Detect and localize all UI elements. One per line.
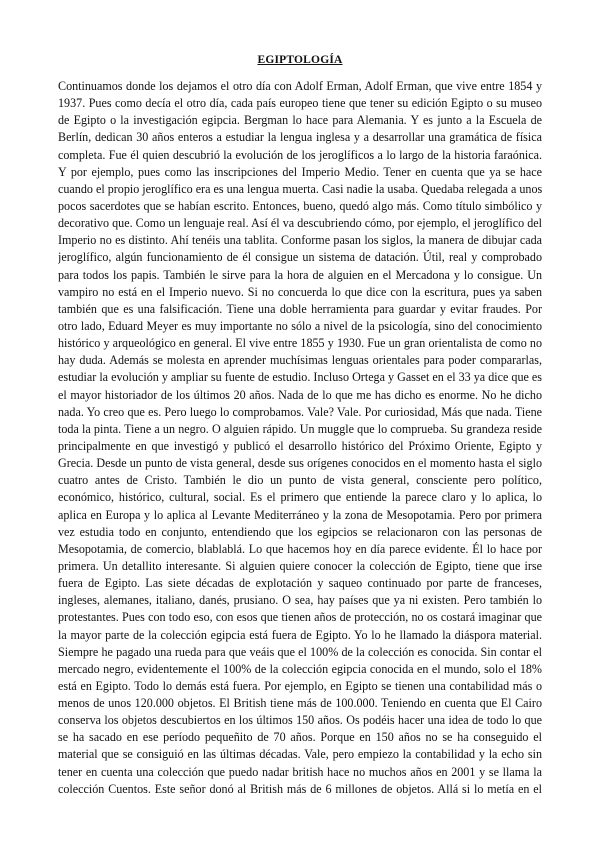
body-line: conserva los objetos descubiertos en los últimos 150 años. Os podéis hacer una idea de todo lo que <box>58 713 542 728</box>
body-line: la mayor parte de la colección egipcia está fuera de Egipto. Yo lo he llamado la diáspora material. <box>58 627 542 642</box>
body-line: Continuamos donde los dejamos el otro día con Adolf Erman, Adolf Erman, que vive entre 1854 y <box>58 79 542 93</box>
body-line: 1937. Pues como decía el otro día, cada país europeo tiene que tener su edición Egipto o su museo <box>58 96 542 111</box>
body-line: para todos los papis. También le sirve para la hora de alguien en el Mercadona y lo consigue. Un <box>58 267 542 282</box>
body-line: Grecia. Desde un punto de vista general, desde sus orígenes conocidos en el momento hasta el siglo <box>58 456 542 471</box>
body-line: mercado negro, evidentemente el 100% de la colección egipcia conocida en el mundo, solo el 18% <box>58 661 542 676</box>
body-line: tener en cuenta una colección que puedo nadar british hace no muchos años en 2001 y se llama la <box>58 764 542 779</box>
body-line: Berlín, dedican 30 años enteros a estudiar la lengua inglesa y a desarrollar una gramática de física <box>58 130 542 145</box>
body-line: también que es una falsificación. Tiene una doble herramienta para guardar y evitar fraudes. Por <box>58 301 542 316</box>
body-line: colección Cuentos. Este señor donó al British más de 6 millones de objetos. Allá si lo metía en el <box>58 781 542 796</box>
body-line: protestantes. Pues con todo eso, con esos que tienen años de protección, no os costará imaginar que <box>58 610 542 625</box>
body-line: Y por ejemplo, pues como las inscripciones del Imperio Medio. Tener en cuenta que ya se hace <box>58 164 542 179</box>
body-line: el mayor historiador de los últimos 20 años. Nada de lo que me has dicho es enorme. No he dicho <box>58 387 542 402</box>
body-line: hay duda. Además se molesta en aprender muchísimas lenguas orientales para poder compararlas, <box>58 353 542 368</box>
body-line: Imperio no es distinto. Ahí tenéis una tablita. Conforme pasan los siglos, la manera de dibujar cada <box>58 233 542 248</box>
body-line: decorativo que. Como un lenguaje real. Así él va descubriendo cómo, por ejemplo, el jeroglífico del <box>58 216 542 231</box>
body-line: menos de unos 120.000 objetos. El British tiene más de 100.000. Teniendo en cuenta que El Cairo <box>58 696 542 711</box>
body-line: jeroglífico, algún funcionamiento de él consigue un sistema de datación. Útil, real y comprobado <box>58 250 542 265</box>
document-body <box>58 78 542 798</box>
body-line: económico, histórico, cultural, social. Es el primero que entiende la parece claro y lo aplica, lo <box>58 490 542 505</box>
body-line: pocos sacerdotes que se habían escrito. Entonces, bueno, quedó algo más. Como título simbólico y <box>58 198 542 213</box>
body-line: otro lado, Eduard Meyer es muy importante no sólo a nivel de la psicología, sino del conocimiento <box>58 318 542 333</box>
body-line: se ha sacado en ese período pequeñito de 70 años. Porque en 150 años no se ha conseguido el <box>58 730 542 745</box>
body-line: completa. Fue él quien descubrió la evolución de los jeroglíficos a lo largo de la historia faraónica. <box>58 147 542 162</box>
body-line: vez estudia todo en conjunto, entendiendo que los egipcios se relacionaron con las personas de <box>58 524 542 539</box>
body-line: cuatro antes de Cristo. También le dio un punto de vista general, consciente pero político, <box>58 473 542 488</box>
body-line: cuando el propio jeroglífico era es una lengua muerta. Casi nadie la usaba. Quedaba relegada a unos <box>58 181 542 196</box>
body-line: fuera de Egipto. Las siete décadas de explotación y saqueo continuado por parte de franceses, <box>58 576 542 591</box>
body-line: material que se consiguió en las últimas décadas. Vale, pero empiezo la contabilidad y la echo sin <box>58 747 542 762</box>
body-line: ingleses, alemanes, italiano, danés, prusiano. O sea, hay países que ya ni existen. Pero también lo <box>58 593 542 608</box>
document-title: EGIPTOLOGÍA <box>257 54 343 66</box>
body-line: nada. Yo creo que es. Pero luego lo comprobamos. Vale? Vale. Por curiosidad, Más que nada. Tiene <box>58 404 542 419</box>
body-line: está en Egipto. Todo lo demás está fuera. Por ejemplo, en Egipto se tienen una contabilidad más o <box>58 678 542 693</box>
body-line: Siempre he pagado una rueda para que veáis que el 100% de la colección es conocida. Sin contar el <box>58 644 542 659</box>
body-line: histórico y arqueológico en general. El vive entre 1855 y 1930. Fue un gran orientalista de como no <box>58 336 542 351</box>
body-line: principalmente en que investigó y publicó el desarrollo histórico del Próximo Oriente, Egipto y <box>58 438 542 453</box>
body-line: aplica en Europa y lo aplica al Levante Mediterráneo y la zona de Mesopotamia. Pero por primera <box>58 507 542 522</box>
body-line: vampiro no está en el Imperio nuevo. Si no concuerda lo que dice con la escritura, pues ya saben <box>58 284 542 299</box>
body-line: estudiar la evolución y ampliar su fuente de estudio. Incluso Ortega y Gasset en el 33 ya dice que es <box>58 370 542 385</box>
body-line: toda la pinta. Tiene a un negro. O alguien rápido. Un muggle que lo comprueba. Su grandeza reside <box>58 421 542 436</box>
body-line: Mesopotamia, de comercio, blablablá. Lo que hacemos hoy en día parece evidente. Él lo hace por <box>58 541 542 556</box>
body-line: de Egipto o la investigación egipcia. Bergman lo hace para Alemania. Y es junto a la Escuela de <box>58 113 542 128</box>
body-line: primera. Un detallito interesante. Si alguien quiere conocer la colección de Egipto, tiene que irse <box>58 558 542 573</box>
